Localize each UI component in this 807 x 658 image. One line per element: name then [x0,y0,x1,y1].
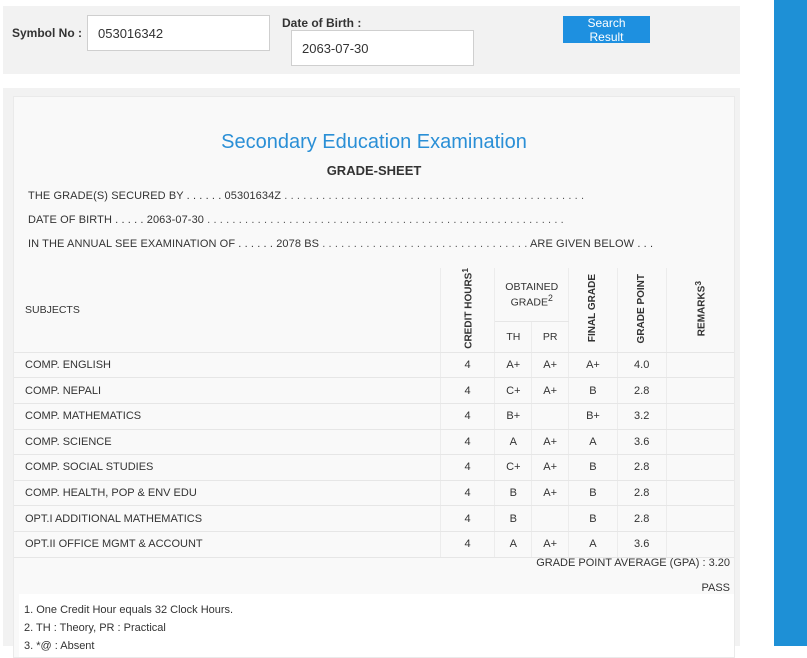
header-pr: PR [532,321,569,352]
final-grade-cell: A+ [569,352,618,378]
credit-cell: 4 [440,378,495,404]
exam-line-prefix: IN THE ANNUAL SEE EXAMINATION OF . . . . . . [28,238,274,250]
credit-cell: 4 [440,352,495,378]
header-grade-point: GRADE POINT [617,268,666,352]
notes-section [19,594,734,658]
dob-input-value: 2063-07-30 [302,40,369,56]
note-2: 2. TH : Theory, PR : Practical [24,622,166,634]
remarks-cell [666,403,734,429]
grade-row [14,352,734,378]
remarks-cell [666,531,734,557]
exam-title: Secondary Education Examination [221,131,527,153]
exam-line-dots: . . . . . . . . . . . . . . . . . . . . . . . . . . . . . . . . . [322,238,528,250]
th-grade-cell: A [495,531,532,557]
final-grade-cell: B [569,378,618,404]
sheet-title: GRADE-SHEET [326,163,422,178]
remarks-cell [666,429,734,455]
pr-grade-cell: A+ [532,378,569,404]
grade-sheet [13,96,735,658]
subject-cell: COMP. SCIENCE [14,429,440,455]
dob-line [28,214,564,226]
secured-by-prefix: THE GRADE(S) SECURED BY . . . . . . [28,190,222,202]
th-grade-cell: B [495,480,532,506]
pr-grade-cell: A+ [532,480,569,506]
final-grade-cell: A [569,429,618,455]
grades-table [14,268,734,558]
header-th: TH [495,321,532,352]
pr-grade-cell: A+ [532,429,569,455]
result-status: PASS [701,582,730,594]
search-panel [3,6,740,74]
final-grade-cell: B [569,506,618,532]
remarks-cell [666,506,734,532]
th-grade-cell: A+ [495,352,532,378]
credit-cell: 4 [440,480,495,506]
grade-point-cell: 2.8 [617,455,666,481]
grade-row [14,531,734,557]
final-grade-cell: B [569,480,618,506]
pr-grade-cell [532,403,569,429]
grade-point-cell: 3.6 [617,531,666,557]
exam-line-suffix: ARE GIVEN BELOW . . . [529,238,654,250]
pr-grade-cell: A+ [532,455,569,481]
grade-row [14,429,734,455]
grade-point-cell: 4.0 [617,352,666,378]
th-grade-cell: A [495,429,532,455]
remarks-cell [666,378,734,404]
subject-cell: OPT.II OFFICE MGMT & ACCOUNT [14,531,440,557]
th-grade-cell: B+ [495,403,532,429]
right-side-strip [774,0,807,646]
subject-cell: OPT.I ADDITIONAL MATHEMATICS [14,506,440,532]
grade-row [14,480,734,506]
grade-row [14,378,734,404]
final-grade-cell: A [569,531,618,557]
secured-by-symbol: 05301634Z [224,190,282,202]
secured-by-line [28,190,584,202]
dob-line-dots: . . . . . . . . . . . . . . . . . . . . . . . . . . . . . . . . . . . . . . . . . . . . . . . . . . . . . . . . . [207,214,564,226]
grade-point-cell: 2.8 [617,378,666,404]
grade-row [14,403,734,429]
subject-cell: COMP. ENGLISH [14,352,440,378]
pr-grade-cell: A+ [532,352,569,378]
dob-line-value: 2063-07-30 [146,214,205,226]
pr-grade-cell: A+ [532,531,569,557]
symbol-input[interactable] [87,15,270,51]
th-grade-cell: B [495,506,532,532]
th-grade-cell: C+ [495,455,532,481]
credit-cell: 4 [440,403,495,429]
credit-cell: 4 [440,455,495,481]
remarks-cell [666,480,734,506]
dob-label: Date of Birth : [282,16,362,30]
grade-point-cell: 2.8 [617,480,666,506]
subject-cell: COMP. NEPALI [14,378,440,404]
header-credit-hours-text: CREDIT HOURS$^1$ [460,268,475,349]
th-grade-cell: C+ [495,378,532,404]
symbol-input-value: 053016342 [98,25,164,41]
grade-point-cell: 3.6 [617,429,666,455]
header-obtained-grade: OBTAINED GRADE$^2$ [495,268,569,321]
grade-point-cell: 2.8 [617,506,666,532]
credit-cell: 4 [440,531,495,557]
header-subjects: SUBJECTS [14,268,440,352]
remarks-cell [666,352,734,378]
exam-line [28,238,653,250]
result-panel [3,88,740,652]
header-final-grade: FINAL GRADE [569,268,618,352]
header-credit-hours [440,268,495,352]
note-3: 3. *@ : Absent [24,640,95,652]
header-remarks: REMARKS$^3$ [666,268,734,352]
credit-cell: 4 [440,429,495,455]
grade-row [14,455,734,481]
search-result-button[interactable]: Search Result [563,16,650,43]
gpa-text: GRADE POINT AVERAGE (GPA) : 3.20 [536,557,730,569]
exam-line-year: 2078 BS [276,238,320,250]
final-grade-cell: B+ [569,403,618,429]
final-grade-cell: B [569,455,618,481]
credit-cell: 4 [440,506,495,532]
note-1: 1. One Credit Hour equals 32 Clock Hours. [24,604,234,616]
grade-point-cell: 3.2 [617,403,666,429]
symbol-label: Symbol No : [12,26,83,40]
grade-row [14,506,734,532]
dob-input[interactable] [291,30,474,66]
subject-cell: COMP. HEALTH, POP & ENV EDU [14,480,440,506]
pr-grade-cell [532,506,569,532]
subject-cell: COMP. SOCIAL STUDIES [14,455,440,481]
secured-by-dots: . . . . . . . . . . . . . . . . . . . . . . . . . . . . . . . . . . . . . . . . . . . . . . . . [284,190,585,202]
remarks-cell [666,455,734,481]
subject-cell: COMP. MATHEMATICS [14,403,440,429]
dob-line-prefix: DATE OF BIRTH . . . . . [28,214,144,226]
